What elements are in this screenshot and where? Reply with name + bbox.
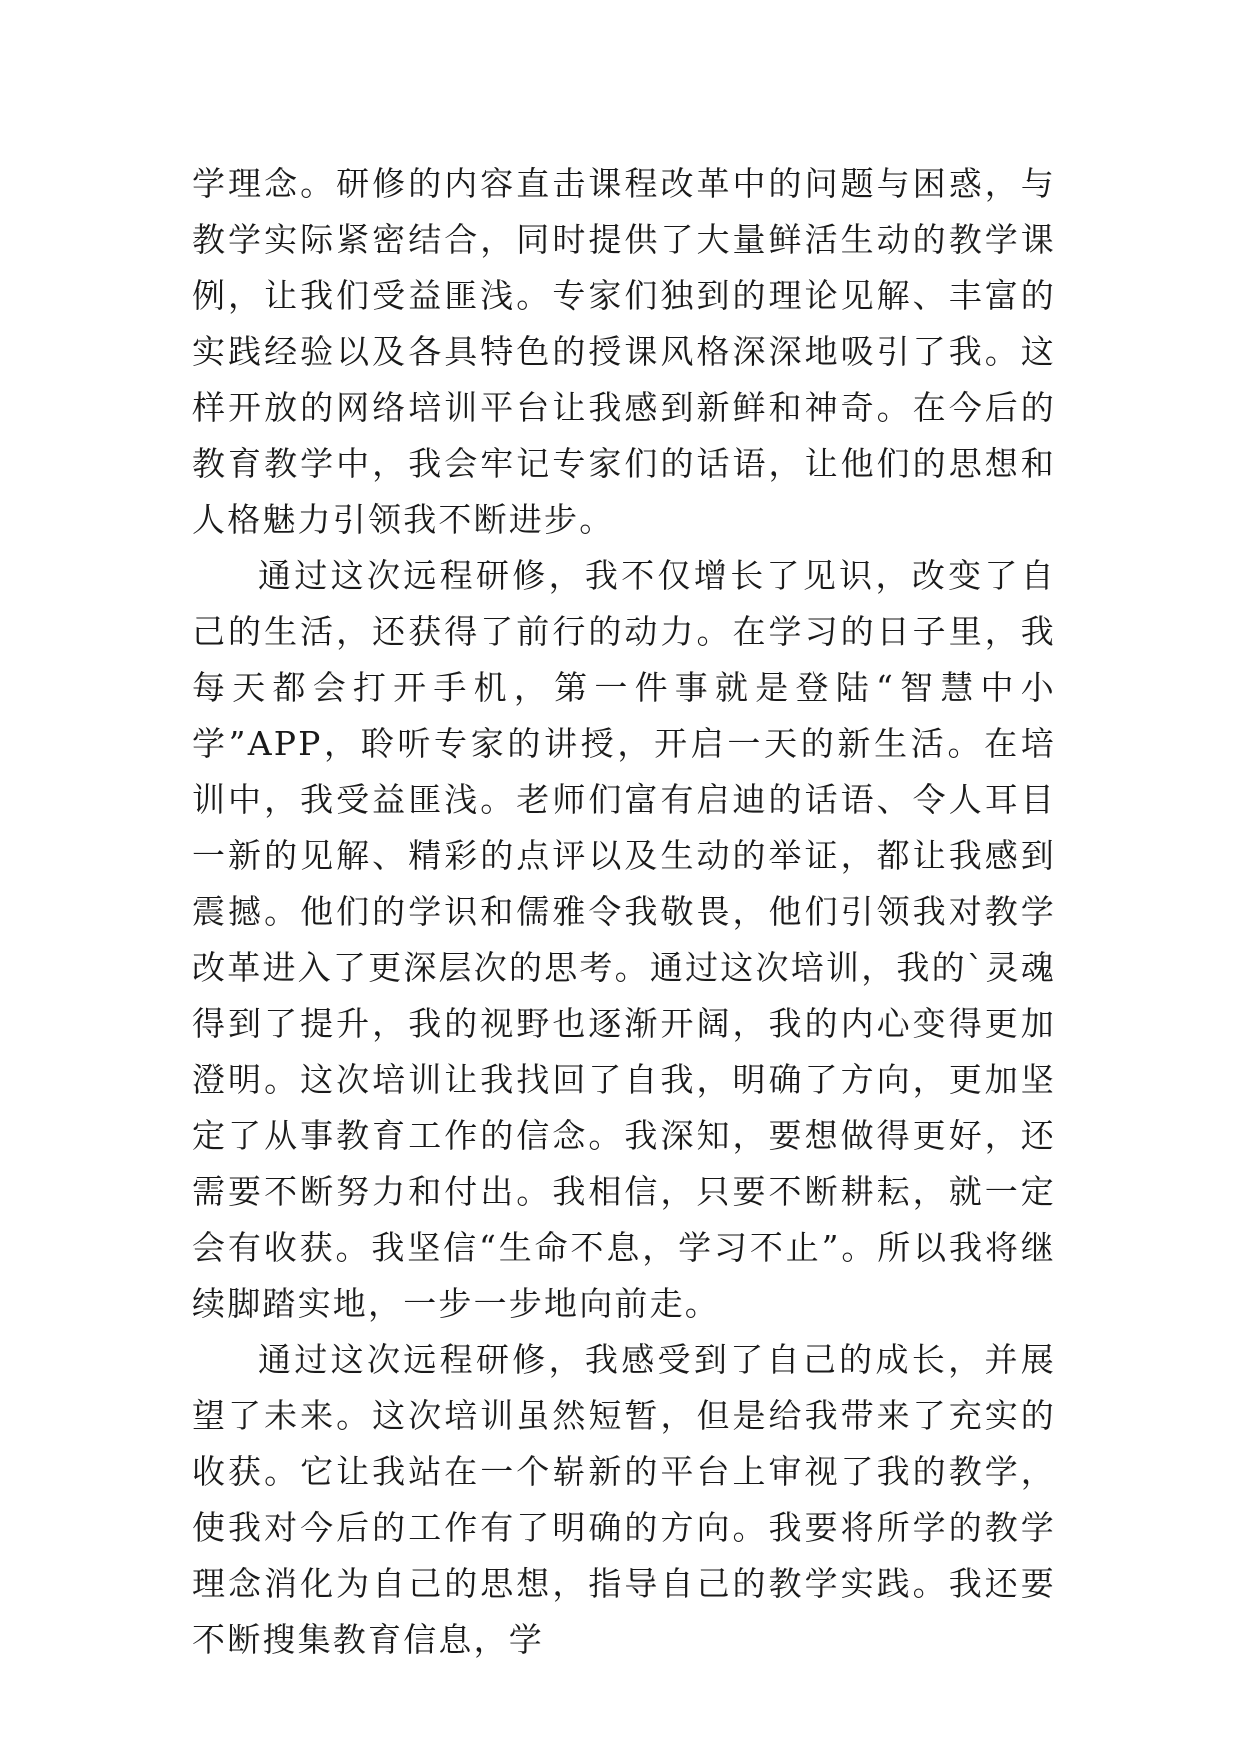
paragraph-2: 通过这次远程研修，我不仅增长了见识，改变了自己的生活，还获得了前行的动力。在学习的日子里，我每天都会打开手机，第一件事就是登陆“智慧中小学”APP，聆听专家的讲授，开启一天的新生活。在培训中，我受益匪浅。老师们富有启迪的话语、令人耳目一新的见解、精彩的点评以及生动的举证，都让我感到震撼。他们的学识和儒雅令我敬畏，他们引领我对教学改革进入了更深层次的思考。通过这次培训，我的`灵魂得到了提升，我的视野也逐渐开阔，我的内心变得更加澄明。这次培训让我找回了自我，明确了方向，更加坚定了从事教育工作的信念。我深知，要想做得更好，还需要不断努力和付出。我相信，只要不断耕耘，就一定会有收获。我坚信“生命不息，学习不止”。所以我将继续脚踏实地，一步一步地向前走。 xyxy=(192,556,1056,1323)
paragraph-1: 学理念。研修的内容直击课程改革中的问题与困惑，与教学实际紧密结合，同时提供了大量鲜活生动的教学课例，让我们受益匪浅。专家们独到的理论见解、丰富的实践经验以及各具特色的授课风格深深地吸引了我。这样开放的网络培训平台让我感到新鲜和神奇。在今后的教育教学中，我会牢记专家们的话语，让他们的思想和人格魅力引领我不断进步。 xyxy=(192,164,1056,539)
document-body xyxy=(192,156,1056,1668)
paragraph-3: 通过这次远程研修，我感受到了自己的成长，并展望了未来。这次培训虽然短暂，但是给我带来了充实的收获。它让我站在一个崭新的平台上审视了我的教学，使我对今后的工作有了明确的方向。我要将所学的教学理念消化为自己的思想，指导自己的教学实践。我还要不断搜集教育信息，学 xyxy=(192,1340,1056,1659)
